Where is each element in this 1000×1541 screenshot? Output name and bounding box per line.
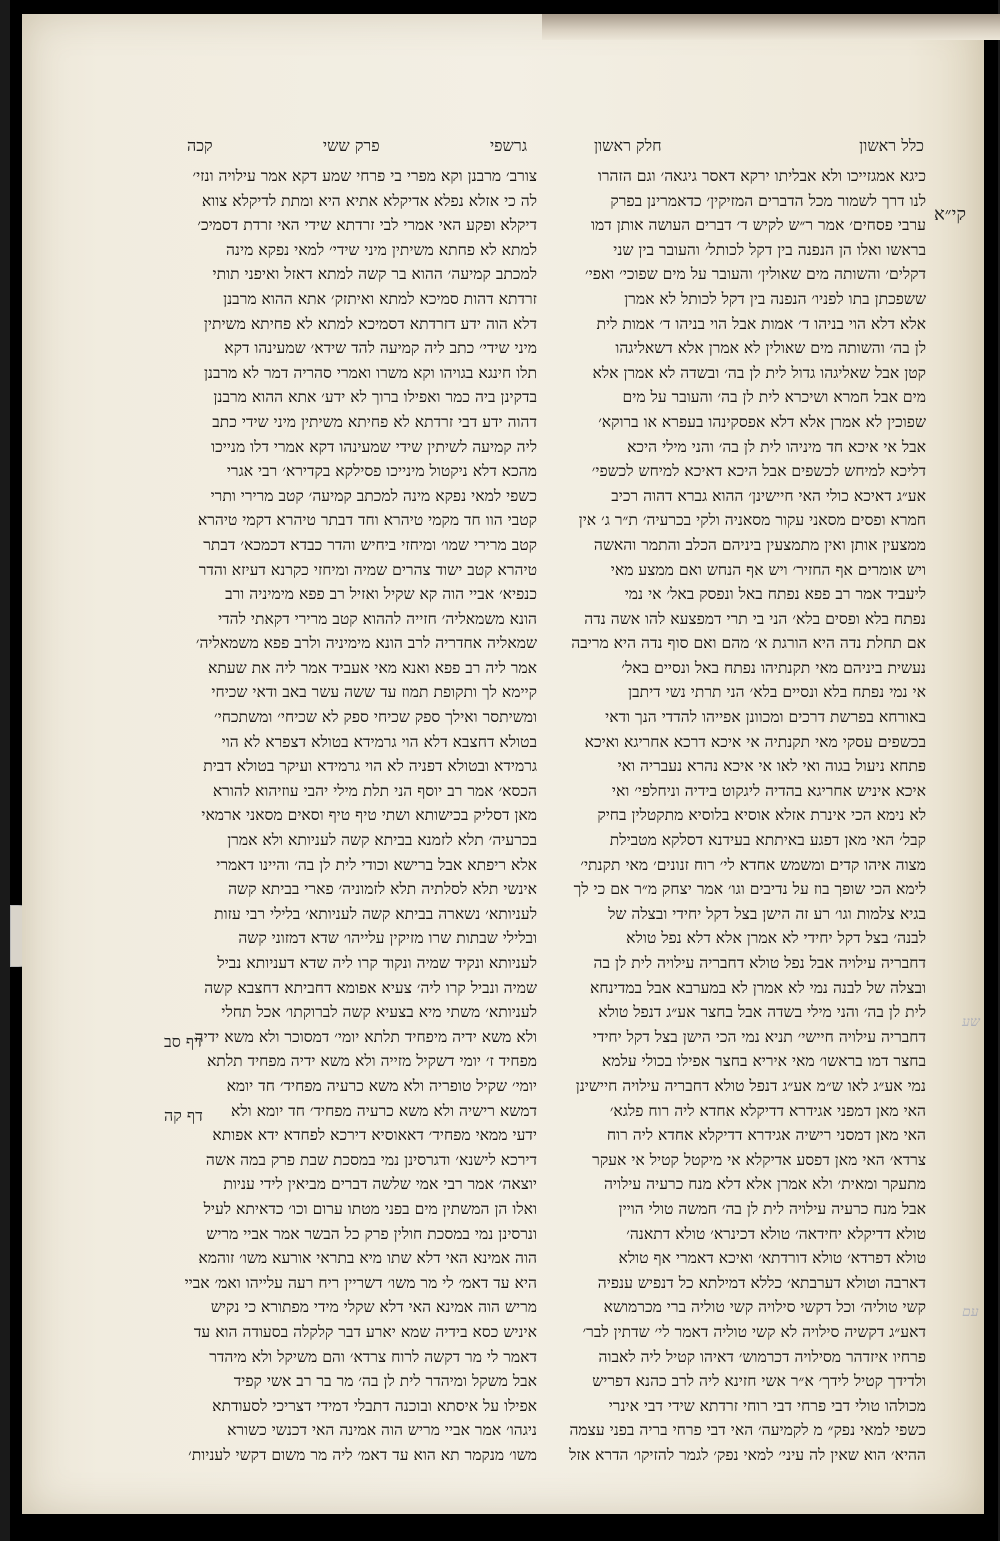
text-line: צרדא׳ האי מאן דפסע אדיקלא אי מיקטל קטיל אי אעקר: [592, 1150, 926, 1169]
text-line: ידעי ממאי מפחיד׳ דאאוסיא דירכא לפחדא ידא אפותא: [212, 1126, 537, 1145]
text-line: שפוכין לא אמרן אלא דלא אפסקינהו בעפרא או ברוקא׳: [598, 412, 926, 431]
text-line: בכשפים עסקי מאי תקנתיה אי איכא דרכא אחריגא ואיכא: [584, 732, 926, 751]
running-head-rule: כלל ראשון: [859, 136, 924, 155]
text-line: ששפכתן בתו לפניו׳ הנפנה בין דקל לכותל לא אמרן: [624, 289, 926, 308]
text-line: קשי טוליה׳ וכל דקשי סילויה קשי טוליה ברי מכרמושא: [603, 1298, 926, 1317]
text-line: כשפי למאי נפקא מינה למכתב קמיעה׳ קטב מרירי ותרי: [210, 486, 537, 505]
text-line: דאע״ג דקשיה סילויה לא קשי טוליה דאמר לי׳ שדתין לבר׳: [582, 1322, 926, 1341]
text-line: טולא דפרדא׳ טולא דורדתא׳ ואיכא דאמרי אף טולא: [618, 1249, 926, 1268]
text-line: דארבה וטולא דערבתא׳ כללא דמילתא כל דנפיש ענפיה: [597, 1273, 926, 1292]
running-head-left: [187, 136, 527, 160]
text-line: איניש כסא בידיה שמא יארע דבר קלקלה בסעודה הוא עד: [193, 1322, 537, 1341]
text-line: נפתח בלא ופסים בלא׳ הני בי תרי דמפצעא להו אשה נדה: [584, 609, 926, 628]
text-line: ניגהו׳ אמר אביי מריש הוה אמינה האי דכנשי כשורא: [227, 1421, 537, 1440]
text-line: אפילו על איסתא ובוכנה דתבלי דמידי דצריכי לסעודתא: [212, 1396, 537, 1415]
text-line: האי מאן דמסני רישיה אגידרא דדיקלא אחדא ליה רוח: [606, 1126, 926, 1145]
text-line: קטב מרירי שמו׳ ומיחזי ביחיש והדר כבדא דכמכא׳ דבתר: [203, 535, 537, 554]
text-line: לעניותא ונקיד שמיה ונקוד קרו ליה שדא דעניותא נביל: [217, 954, 537, 972]
text-line: אבל מנח כרעיה עילויה לית לן בה׳ חמשה טולי הויין: [618, 1199, 926, 1218]
text-line: בראשו ואלו הן הנפנה בין דקל לכותל׳ והעובר בין שני: [613, 240, 926, 259]
text-line: מצוה איהו קדים ומשמש אחדא לי׳ רוח זנונים׳ מאי תקנתי׳: [580, 855, 926, 874]
text-line: למכתב קמיעה׳ ההוא בר קשה למתא דאזל ואיפני תותי: [212, 265, 537, 284]
text-line: לנו דרך לשמור מכל הדברים המזיקין׳ כדאמרינן בפרק: [610, 191, 926, 210]
running-head-section: חלק ראשון: [594, 136, 662, 155]
text-line: בכרעיה׳ תלא לזמנא בביתא קשה לעניותא ולא אמרן: [227, 831, 537, 850]
text-line: דהוה ידע דבי זרדתא לא פחיתא משיתין מיני שידי כתב: [212, 412, 537, 431]
text-line: אלא ריפתא אבל ברישא וכודי לית לן בה׳ והיינו דאמרי: [216, 855, 537, 874]
folio-number: קכה: [187, 136, 213, 155]
text-line: ויש אומרים אף החזיר׳ ויש אף הנחש ואם ממצע מאי: [610, 560, 926, 579]
text-line: ובצלה של לבנה נמי לא אמרן לא במערבא אבל במדינחא: [590, 978, 926, 997]
text-line: פרחיו איזדהר מסילויה דכרמוש׳ דאיהו קטיל ליה לאבוה: [598, 1347, 926, 1366]
manuscript-page: [22, 14, 984, 1514]
text-line: טיהרא קטב ישוד צהרים שמיה ומיחזי כקרנא דעיזא והדר: [198, 560, 537, 579]
text-line: לימא הכי שופך בוז על נדיבים וגו׳ אמר יצחק מ״ר אם כי לך: [573, 880, 926, 899]
text-line: ואלו הן המשתין מים בפני מטתו ערום וכו׳ כדאיתא לעיל: [203, 1199, 537, 1218]
text-line: יומי׳ שקיל טופריה ולא משא כרעיה מפחיד׳ חד יומא: [226, 1076, 537, 1095]
text-line: ממצעין אותן ואין מתמצעין ביניהם הכלב והתמר והאשה: [593, 535, 926, 554]
text-line: נמי אע״ג לאו ש״מ אע״ג דנפל טולא דחבריה עילויה חיישינן: [575, 1076, 926, 1095]
ink-bleed-mark: שע: [962, 1014, 980, 1030]
text-line: ליעביד אמר רב פפא נפתח באל ונפסק באל׳ אי נמי: [624, 585, 926, 604]
scan-backdrop: [10, 0, 998, 1541]
text-line: זרדתא דהות סמיכא למתא ואיתזק׳ אתא ההוא מרבנן: [223, 289, 537, 308]
text-line: שמאליה אחדריה לרב הונא מימיניה ולרב פפא משמאליה׳: [195, 634, 537, 653]
text-line: מתעקר ומאית׳ ולא אמרן אלא דלא מנח כרעיה עילויה: [603, 1175, 926, 1194]
text-line: הוה אמינא האי דלא שתו מיא בתראי אורעא משו׳ זוהמא: [198, 1249, 537, 1268]
text-column-left: [172, 164, 537, 1467]
text-line: דיקלא ופקע האי אמרי לבי זרדתא שידי האי זרדת דסמיכ׳: [197, 216, 537, 235]
text-line: חמרא ופסים מסאני עקור מסאניה ולקי בכרעיה׳ ת״ר ג׳ אין: [578, 511, 926, 530]
margin-daf-note: דף סב: [164, 1032, 202, 1051]
text-line: בדקינן ביה כמר ואפילו ברוך לא ידע׳ אתא ההוא מרבנן: [213, 388, 537, 407]
text-line: תלו חינגא בגויהו וקא משרו ואמרי סהריה דמר לא מרבנן: [203, 363, 537, 382]
text-line: האי מאן דמפני אגידרא דדיקלא אחדא ליה רוח פלגא׳: [609, 1101, 926, 1120]
text-line: לה כי אזלא נפלא אדיקלא אתיא היא ומתת לדיקלא צווא: [201, 191, 537, 210]
text-line: אי נמי נפתח בלא ונסיים בלא׳ הני תרתי נשי דיתבן: [628, 683, 926, 702]
text-line: ונרסינן נמי במסכת חולין פרק כל הבשר אמר אביי מריש: [206, 1224, 537, 1243]
margin-daf-note: דף קה: [164, 1106, 203, 1125]
margin-folio-mark: קי״א: [934, 204, 966, 225]
text-line: בטולא דחצבא דלא הוי גרמידא בטולא דצפרא לא הוי: [221, 732, 537, 751]
text-line: ההיא׳ הוא שאין לה עיני׳ למאי נפק׳ לגמר להזיקו׳ הדרא אזל: [569, 1445, 926, 1464]
text-line: פתחא ניעול בגוה ואי לאו אי איכא נהרא נעבריה ואי: [617, 757, 926, 776]
text-line: טולא דדיקלא יחידאה׳ טולא דכינרא׳ טולא דתאנה׳: [626, 1224, 926, 1243]
text-line: קבל׳ האי מאן דפגע באיתתא בעידנא דסלקא מטבילת: [609, 831, 926, 850]
text-line: אבל אי איכא חד מיניהו לית לן בה׳ והני מילי היכא: [627, 437, 926, 456]
text-line: אם תחלת נדה היא הורגת א׳ מהם ואם סוף נדה היא מריבה: [571, 634, 926, 653]
running-head-chapter: פרק ששי: [322, 136, 380, 155]
text-line: מאן דסליק בכישותא ושתי טיף טיף וסאים מסאני ארמאי: [201, 806, 537, 825]
text-line: לבנה׳ בצל דקל יחידי לא אמרן אלא דלא נפל טולא: [626, 929, 926, 948]
text-line: בחצר דמו בראשו׳ מאי איריא בחצר אפילו בכולי עלמא: [601, 1052, 926, 1071]
text-line: הכסא׳ אמר רב יוסף הני תלת מילי יהבי עוזיהוא להורא: [212, 781, 537, 800]
text-line: איכא איניש אחריגא בהדיה ליגקוט בידיה וניחלפי׳ ואי: [611, 781, 926, 800]
text-line: ולדידך קטיל לידך׳ א״ר אשי חזינא ליה לרב כהנא דפריש: [592, 1372, 926, 1391]
text-line: אלא דלא הוי בניהו ד׳ אמות אבל הוי בניהו ד׳ אמות לית: [596, 314, 926, 333]
text-line: מהכא דלא ניקטול מינייכו פסילקא בקדירא׳ רבי אגרי: [226, 462, 537, 481]
text-line: משו׳ מנקמר תא הוא עד דאמ׳ ליה מר משום דקשי לעניות׳: [188, 1445, 537, 1464]
text-line: דליכא למיחש לכשפים אבל היכא דאיכא למיחש לכשפי׳: [591, 462, 926, 481]
text-line: דאמר לי מר דקשה לרוח צרדא׳ והם משיקל ולא מיהדר: [209, 1347, 537, 1366]
text-line: יוצאה׳ אמר רבי אמי שלשה דברים מביאין לידי עניות: [223, 1175, 537, 1194]
text-line: דמשא רישיה ולא משא כרעיה מפחיד׳ חד יומא ולא: [231, 1101, 537, 1120]
text-line: ולא משא ידיה מיפחיד תלתא יומי׳ דמסוכר ולא משא ידיה: [194, 1027, 537, 1046]
text-line: אמר ליה רב פפא ואנא מאי אעביד אמר ליה את שעתא: [207, 658, 537, 677]
text-line: קיימא לך ותקופת תמוז עד ששה עשר באב ודאי שכיחי: [211, 683, 537, 702]
text-line: לא נימא הכי אינרת אזלא אוסיא בלוסיא מתקטלין בחיק: [597, 806, 926, 825]
text-line: אע״ג דאיכא כולי האי חיישינן׳ ההוא גברא דהוה רכיב: [611, 486, 926, 505]
running-head-right: [594, 136, 924, 160]
text-line: שמיה ונביל קרו ליה׳ צעיא אפומא דחביתא דחצבא קשה: [204, 978, 537, 997]
running-head-gloss: גרשפי: [489, 136, 527, 155]
text-line: בגיא צלמות וגו׳ רע זה הישן בצל דקל יחידי ובצלה של: [608, 904, 926, 923]
text-line: מפחיד ז׳ יומי דשקיל מזייה ולא משא ידיה מפחיד תלתא: [206, 1052, 537, 1071]
text-line: אבל משקל ומיהדר לית לן בה׳ מר בר רב אשי קפיד: [233, 1372, 537, 1391]
text-line: מיני שידי׳ כתב ליה קמיעה להד שידא׳ שמעינהו דקא: [224, 339, 537, 358]
text-line: מריש הוה אמינא האי דלא שקלי מידי מפתורא כי נקיש: [210, 1298, 537, 1317]
text-line: נעשית ביניהם מאי תקנתיהו נפתח באל ונסיים באל׳: [621, 658, 926, 677]
text-line: דחבריה עילויה חיישי׳ תניא נמי הכי הישן בצל דקל יחידי: [592, 1027, 926, 1046]
text-line: קטן אבל שאליגהו גדול לית לן בה׳ ובשדה לא אמרן אלא: [592, 363, 926, 382]
text-line: דירכא לישנא׳ ודגרסינן נמי במסכת שבת פרק במה אשה: [205, 1150, 537, 1169]
text-line: למתא לא פחתא משיתין מיני שידי׳ למאי נפקא מינה: [225, 240, 537, 259]
text-line: אינשי תלא לסלתיה תלא לזמוניה׳ פארי בביתא קשה: [228, 880, 537, 899]
text-column-right: [526, 164, 926, 1467]
text-line: קטבי הוו חד מקמי טיהרא וחד דבתר טיהרא דקמי טיהרא: [197, 511, 537, 530]
text-line: צורב׳ מרבנן וקא מפרי בי פרחי שמע דקא אמר עילויה ונזי׳: [192, 167, 537, 185]
text-line: לעניותא׳ משתי מיא בצעיא קשה לברוקתו׳ אכל תחלי: [221, 1003, 537, 1022]
text-line: כנפיא׳ אביי הוה קא שקיל ואזיל רב פפא מימיניה ורב: [225, 585, 537, 604]
text-line: גרמידא ובטולא דפניה לא הוי גרמידא ועיקר בטולא דבית: [203, 757, 537, 776]
text-line: לן בה׳ והשותה מים שאולין לא אמרן אלא דשאליגהו: [615, 339, 926, 358]
text-line: לעניותא׳ נשארה בביתא קשה לעניותא׳ בלילי רבי עזות: [214, 904, 537, 923]
text-line: דלא הוה ידע דזרדתא דסמיכא למתא לא פחיתא משיתין: [203, 314, 537, 333]
text-line: מים אבל חמרא ושיכרא לית לן בה׳ והעובר על מים: [622, 388, 926, 407]
text-line: כיגא אמגזייכו ולא אבליתו ירקא דאסר גיגאה׳ וגם הזהרו: [597, 167, 926, 185]
text-line: ובלילי שבתות שרו מזיקין עלייהו׳ שדא דמזוני קשה: [238, 929, 537, 948]
text-line: ומשיתסר ואילך ספק שכיחי ספק לא שכיחי׳ ומשתכחי׳: [214, 708, 537, 727]
text-line: מכולהו טולי דבי פרחי דבי רוחי זרדתא שידי דבי אינרי: [608, 1396, 926, 1415]
text-line: לית לן בה׳ והני מילי בשדה אבל בחצר אע״ג דנפל טולא: [598, 1003, 926, 1022]
text-line: דחבריה עילויה אבל נפל טולא דחבריה עילויה לית לן בה: [593, 954, 926, 972]
ink-bleed-mark: עם: [962, 1304, 979, 1320]
text-line: באורחא בפרשת דרכים ומכוונן אפייהו להדדי הנך ודאי: [605, 708, 926, 727]
text-line: דקלים׳ והשותה מים שאולין׳ והעובר על מים שפוכי׳ ואפי׳: [585, 265, 926, 284]
text-line: הונא משמאליה׳ חזייה לההוא קטב מרירי דקאתי להדי: [218, 609, 537, 628]
page-top-edge: [542, 14, 1000, 40]
text-line: ערבי פסחים׳ אמר ר״ש לקיש ד׳ דברים העושה אותן דמו: [591, 216, 926, 235]
text-line: ליה קמיעה לשיתין שידי שמעינהו דקא אמרי דלו מנייכו: [211, 437, 537, 456]
text-line: היא עד דאמ׳ לי מר משו׳ דשריין ריח רעה עלייהו ואמ׳ אביי: [184, 1273, 537, 1292]
text-line: כשפי למאי נפק״ מ לקמיעה׳ האי דבי פרחי בריה בפני עצמה: [569, 1421, 926, 1440]
